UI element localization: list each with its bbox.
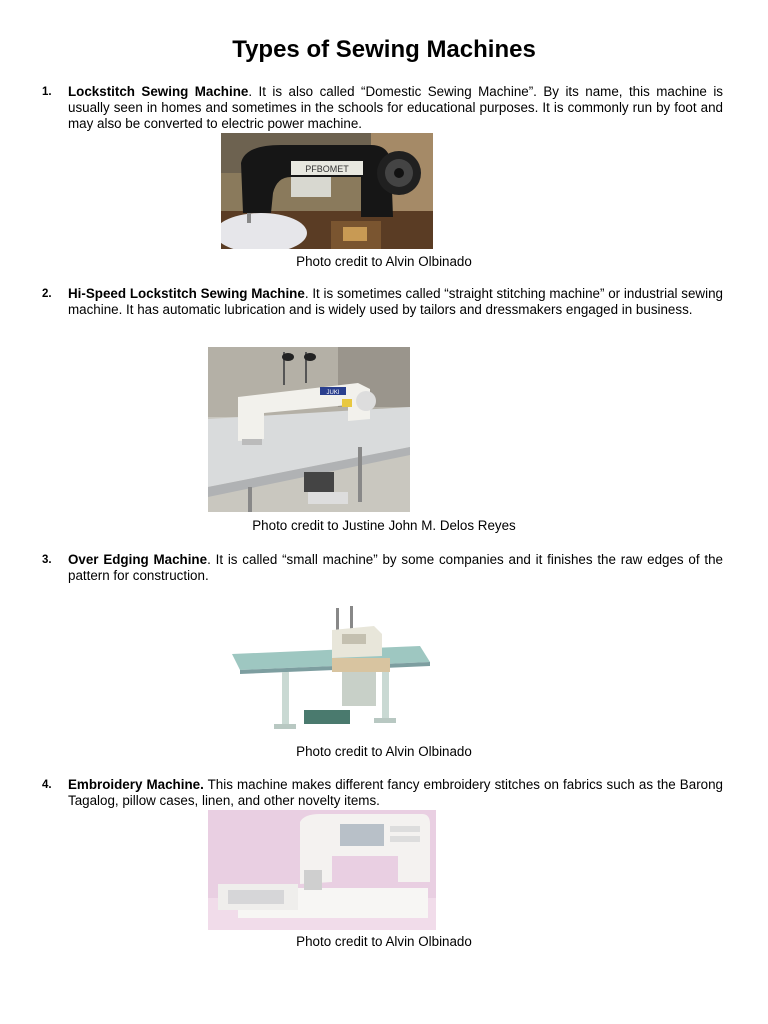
list-item-lockstitch [42,84,723,132]
item-term: Lockstitch Sewing Machine [68,84,249,99]
embroidery-machine-photo [208,810,436,930]
embroidery-machine-illustration [208,810,436,930]
item-text [68,84,723,132]
item-description: . It is also called “Domestic Sewing Machine”. By its name, this machine is usually seen in homes and sometimes in the schools for educational purposes. It is commonly run by foot and may also be converted to electric power machine. [68,84,723,131]
item-term: Over Edging Machine [68,552,208,567]
lockstitch-machine-photo [221,133,433,249]
item-text [68,552,723,584]
item-term: Hi-Speed Lockstitch Sewing Machine [68,286,305,301]
hi-speed-machine-illustration [208,347,410,512]
over-edging-machine-illustration [224,600,452,740]
item-text [68,286,723,318]
page-title: Types of Sewing Machines [232,36,536,63]
lockstitch-machine-illustration [221,133,433,249]
item-number: 3. [42,554,52,566]
photo-credit: Photo credit to Alvin Olbinado [296,934,472,949]
item-text [68,777,723,809]
photo-credit: Photo credit to Alvin Olbinado [296,254,472,269]
machine-brand-label: JUKI [326,390,340,396]
list-item-over-edging [42,552,723,584]
item-number: 2. [42,288,52,300]
item-description: This machine makes different fancy embroidery stitches on fabrics such as the Barong Tagalog, pillow cases, linen, and other novelty items. [68,777,723,808]
item-number: 4. [42,779,52,791]
item-term: Embroidery Machine. [68,777,204,792]
photo-credit: Photo credit to Alvin Olbinado [296,744,472,759]
item-number: 1. [42,86,52,98]
machine-brand-label: PFBOMET [305,164,349,174]
list-item-embroidery [42,777,723,809]
hi-speed-machine-photo [208,347,410,512]
item-description: . It is called “small machine” by some companies and it finishes the raw edges of the pattern for construction. [68,552,723,583]
photo-credit: Photo credit to Justine John M. Delos Reyes [252,518,516,533]
over-edging-machine-photo [224,600,452,740]
list-item-hi-speed-lockstitch [42,286,723,318]
item-description: . It is sometimes called “straight stitching machine” or industrial sewing machine. It has automatic lubrication and is widely used by tailors and dressmakers engaged in business. [68,286,723,317]
